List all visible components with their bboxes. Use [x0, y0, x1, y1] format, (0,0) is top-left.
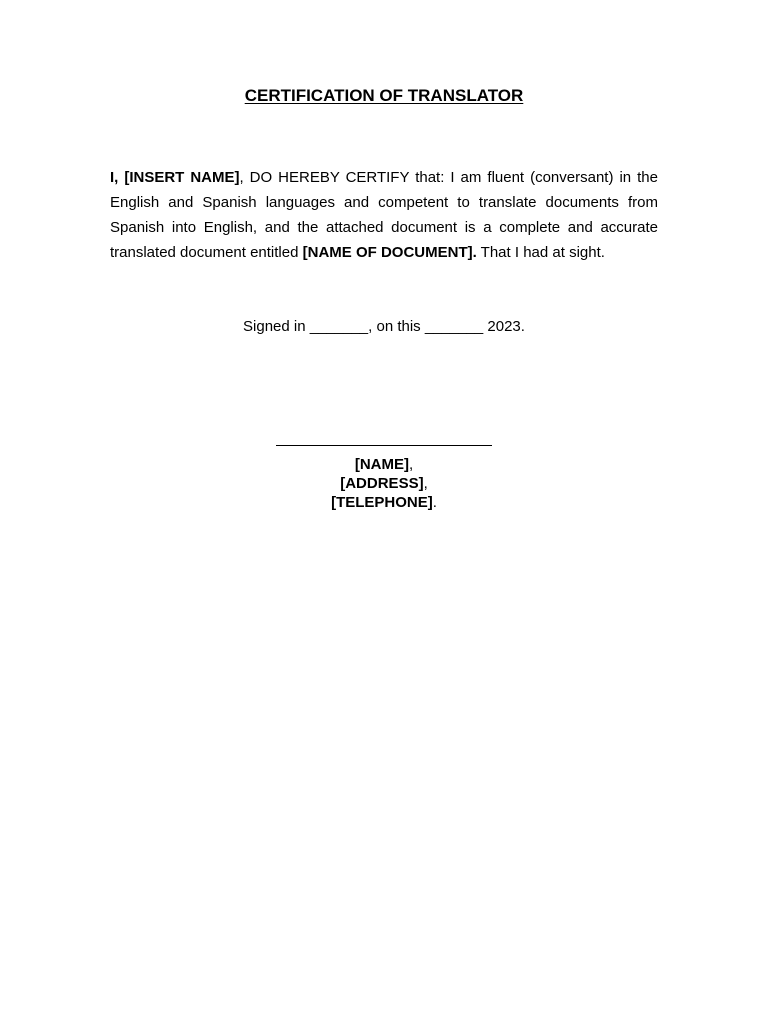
certification-paragraph	[110, 165, 658, 265]
signature-address-punct: ,	[423, 475, 428, 492]
signature-name-line	[0, 455, 768, 474]
signature-telephone-line	[0, 493, 768, 512]
signature-telephone-punct: .	[432, 494, 437, 511]
signature-address-line	[0, 474, 768, 493]
certification-text-end: That I had at sight.	[476, 244, 605, 261]
signature-block	[0, 455, 768, 512]
document-name-placeholder: [NAME OF DOCUMENT].	[302, 244, 477, 261]
certification-text: , DO HEREBY CERTIFY that: I am fluent (conversant) in the English and Spanish languages and competent to translate documents from Spanish into English, and the attached document is a complete and accurate translated document entitled	[110, 169, 658, 261]
document-title: CERTIFICATION OF TRANSLATOR	[244, 86, 524, 105]
translator-name-placeholder: I, [INSERT NAME]	[110, 169, 240, 186]
signature-name-punct: ,	[408, 456, 414, 473]
signature-line	[276, 445, 492, 446]
signature-name: [NAME]	[354, 456, 409, 473]
signed-location-date: Signed in _______, on this _______ 2023.	[243, 318, 525, 335]
signature-telephone: [TELEPHONE]	[331, 494, 433, 511]
signature-address: [ADDRESS]	[340, 475, 424, 492]
